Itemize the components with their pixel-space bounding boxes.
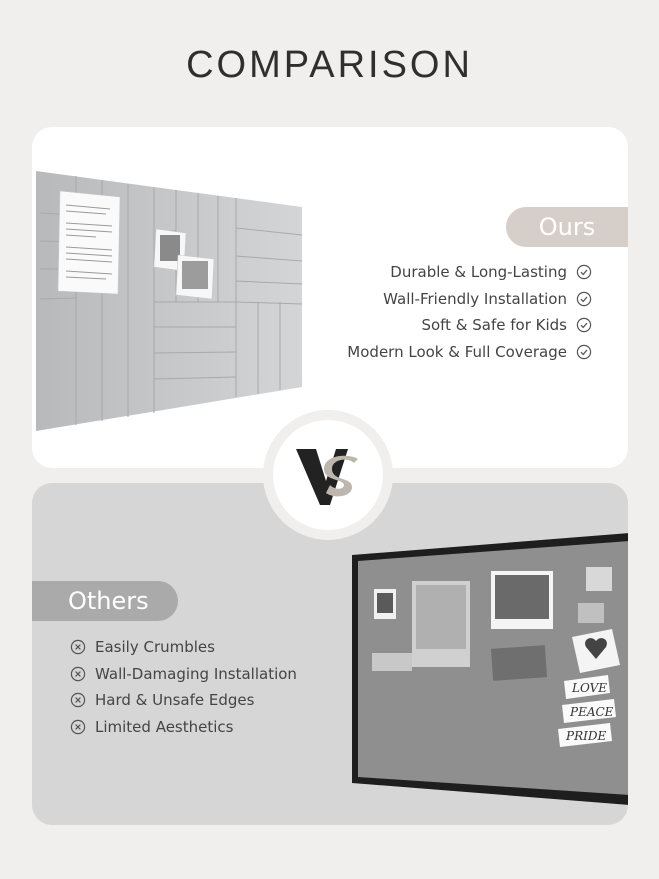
flaw-label: Wall-Damaging Installation (95, 664, 297, 683)
list-item (70, 661, 350, 688)
check-circle-icon (576, 264, 592, 280)
feature-label: Modern Look & Full Coverage (347, 342, 567, 361)
list-item (292, 286, 592, 313)
vs-label: VS (292, 439, 294, 440)
x-circle-icon (70, 719, 86, 735)
felt-board-image (36, 171, 302, 431)
feature-label: Durable & Long-Lasting (390, 263, 567, 282)
vs-logo (292, 439, 364, 511)
flaw-label: Easily Crumbles (95, 638, 215, 657)
list-item (70, 714, 350, 741)
check-circle-icon (576, 344, 592, 360)
others-flaw-list (70, 634, 350, 740)
ours-feature-list (292, 259, 592, 365)
vs-badge-inner (273, 420, 383, 530)
note-love: LOVE (572, 681, 608, 695)
word-notes (558, 675, 616, 747)
feature-label: Wall-Friendly Installation (383, 289, 567, 308)
list-item (70, 687, 350, 714)
list-item (70, 634, 350, 661)
list-item (292, 312, 592, 339)
note-peace: PEACE (570, 705, 614, 719)
x-circle-icon (70, 692, 86, 708)
page-title: COMPARISON (186, 44, 473, 86)
check-circle-icon (576, 291, 592, 307)
flaw-label: Hard & Unsafe Edges (95, 691, 255, 710)
x-circle-icon (70, 666, 86, 682)
vs-badge (263, 410, 393, 540)
note-pride: PRIDE (566, 729, 607, 743)
ours-tag: Ours (506, 207, 628, 247)
others-tag: Others (32, 581, 178, 621)
heart-note (572, 629, 620, 673)
feature-label: Soft & Safe for Kids (421, 316, 567, 335)
check-circle-icon (576, 317, 592, 333)
cork-board-image (350, 533, 628, 813)
list-item (292, 259, 592, 286)
flaw-label: Limited Aesthetics (95, 717, 234, 736)
list-item (292, 339, 592, 366)
x-circle-icon (70, 639, 86, 655)
pinned-document (58, 191, 120, 294)
